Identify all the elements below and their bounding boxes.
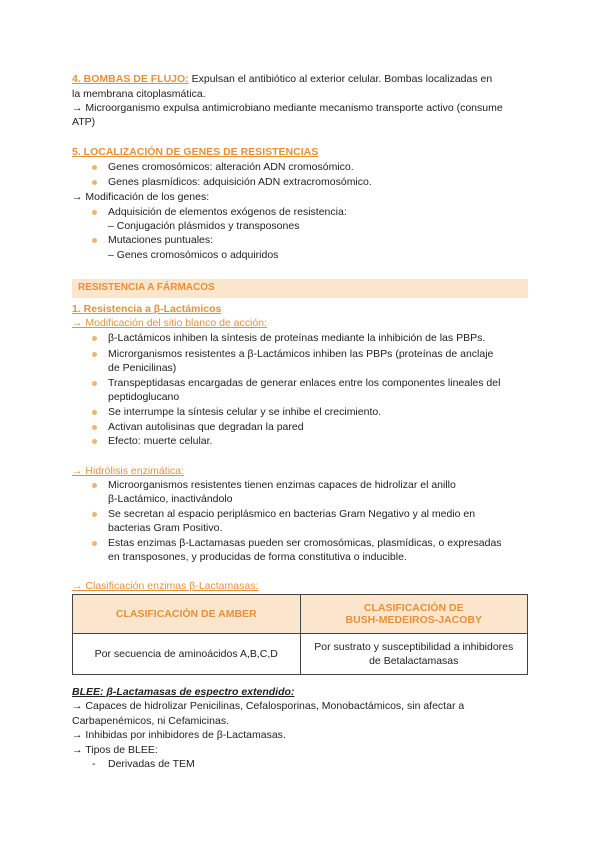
classification-table [72, 594, 528, 675]
betalactam-b6: Efecto: muerte celular. [108, 435, 213, 447]
blee-line5: Derivadas de TEM [108, 758, 195, 770]
section5-sub2-dash: – Genes cromosómicos o adquiridos [108, 249, 279, 261]
table-header-amber [73, 595, 301, 634]
table-cell-bush-line1: Por sustrato y susceptibilidad a inhibidores [314, 641, 514, 653]
blee-dash: - [92, 758, 96, 770]
section-heading: RESISTENCIA A FÁRMACOS [78, 282, 215, 293]
betalactam-b5: Activan autolisinas que degradan la pared [108, 421, 304, 433]
blee-line1: → Capaces de hidrolizar Penicilinas, Cefalosporinas, Monobactámicos, sin afectar a [72, 700, 465, 712]
bullet-icon [92, 541, 97, 546]
section5-bullet1: Genes cromosómicos: alteración ADN cromosómico. [108, 161, 354, 173]
section5-title: 5. LOCALIZACIÓN DE GENES DE RESISTENCIAS [72, 146, 319, 158]
table-header-row [73, 595, 528, 634]
hidrolisis-b1a: Microorganismos resistentes tienen enzimas capaces de hidrolizar el anillo [108, 479, 456, 491]
bullet-icon [92, 352, 97, 357]
hidrolisis-b2b: bacterias Gram Positivo. [108, 522, 223, 534]
table-cell-amber [73, 634, 301, 675]
hidrolisis-title: → Hidrólisis enzimática: [72, 465, 185, 477]
bullet-icon [92, 512, 97, 517]
bullet-icon [92, 410, 97, 415]
table-header-bush-line1: CLASIFICACIÓN DE [363, 602, 464, 614]
section4-arrow2: ATP) [72, 116, 96, 128]
section4-text1: Expulsan el antibiótico al exterior celular. Bombas localizadas en [188, 73, 493, 85]
bullet-icon [92, 336, 97, 341]
bullet-icon [92, 483, 97, 488]
section5-sub2: Mutaciones puntuales: [108, 234, 214, 246]
hidrolisis-b1b: β-Lactámico, inactivándolo [108, 493, 233, 505]
section5-bullet2: Genes plasmídicos: adquisición ADN extracromosómico. [108, 176, 372, 188]
hidrolisis-b2a: Se secretan al espacio periplásmico en bacterias Gram Negativo y al medio en [108, 508, 476, 520]
betalactam-b2b: de Penicilinas) [108, 362, 177, 374]
table-row [73, 634, 528, 675]
betalactam-title: 1. Resistencia a β-Lactámicos [72, 303, 222, 315]
section4-text2: la membrana citoplasmática. [72, 88, 206, 100]
section4-line1 [72, 72, 492, 86]
hidrolisis-b3b: en transposones, y producidas de forma constitutiva o inducible. [108, 551, 407, 563]
bullet-icon [92, 165, 97, 170]
table-cell-bush [300, 634, 528, 675]
section4-arrow1: → Microorganismo expulsa antimicrobiano mediante mecanismo transporte activo (consume [72, 102, 503, 114]
table-header-bush-line2: BUSH-MEDEIROS-JACOBY [345, 614, 482, 626]
section-heading-bar [72, 279, 528, 298]
bullet-icon [92, 381, 97, 386]
hidrolisis-b3a: Estas enzimas β-Lactamasas pueden ser cromosómicas, plasmídicas, o expresadas [108, 537, 502, 549]
blee-line3: → Inhibidas por inhibidores de β-Lactamasas. [72, 729, 286, 741]
table-cell-bush-line2: de Betalactamasas [369, 655, 459, 667]
bullet-icon [92, 238, 97, 243]
table-header-amber-text: CLASIFICACIÓN DE AMBER [115, 608, 257, 620]
section5-sub1: Adquisición de elementos exógenos de resistencia: [108, 206, 347, 218]
section5-arrow: → Modificación de los genes: [72, 191, 210, 203]
bullet-icon [92, 439, 97, 444]
blee-line2: Carbapenémicos, ni Cefamicinas. [72, 715, 229, 727]
blee-line4: → Tipos de BLEE: [72, 744, 158, 756]
clasificacion-title: → Clasificación enzimas β-Lactamasas: [72, 580, 259, 592]
betalactam-b4: Se interrumpe la síntesis celular y se inhibe el crecimiento. [108, 406, 382, 418]
section4-title: 4. BOMBAS DE FLUJO: [72, 73, 189, 85]
section5-sub1-dash: – Conjugación plásmidos y transposones [108, 220, 300, 232]
betalactam-b3a: Transpeptidasas encargadas de generar enlaces entre los componentes lineales del [108, 377, 501, 389]
blee-title: BLEE: β-Lactamasas de espectro extendido: [72, 686, 295, 698]
betalactam-b1: β-Lactámicos inhiben la síntesis de proteínas mediante la inhibición de las PBPs. [108, 332, 486, 344]
betalactam-mod-title: → Modificación del sitio blanco de acción: [72, 317, 267, 329]
betalactam-b3b: peptidoglucano [108, 391, 180, 403]
bullet-icon [92, 425, 97, 430]
bullet-icon [92, 210, 97, 215]
betalactam-b2a: Microrganismos resistentes a β-Lactámicos inhiben las PBPs (proteínas de anclaje [108, 348, 494, 360]
bullet-icon [92, 180, 97, 185]
table-cell-amber-text: Por secuencia de aminoácidos A,B,C,D [94, 648, 278, 660]
table-header-bush [300, 595, 528, 634]
